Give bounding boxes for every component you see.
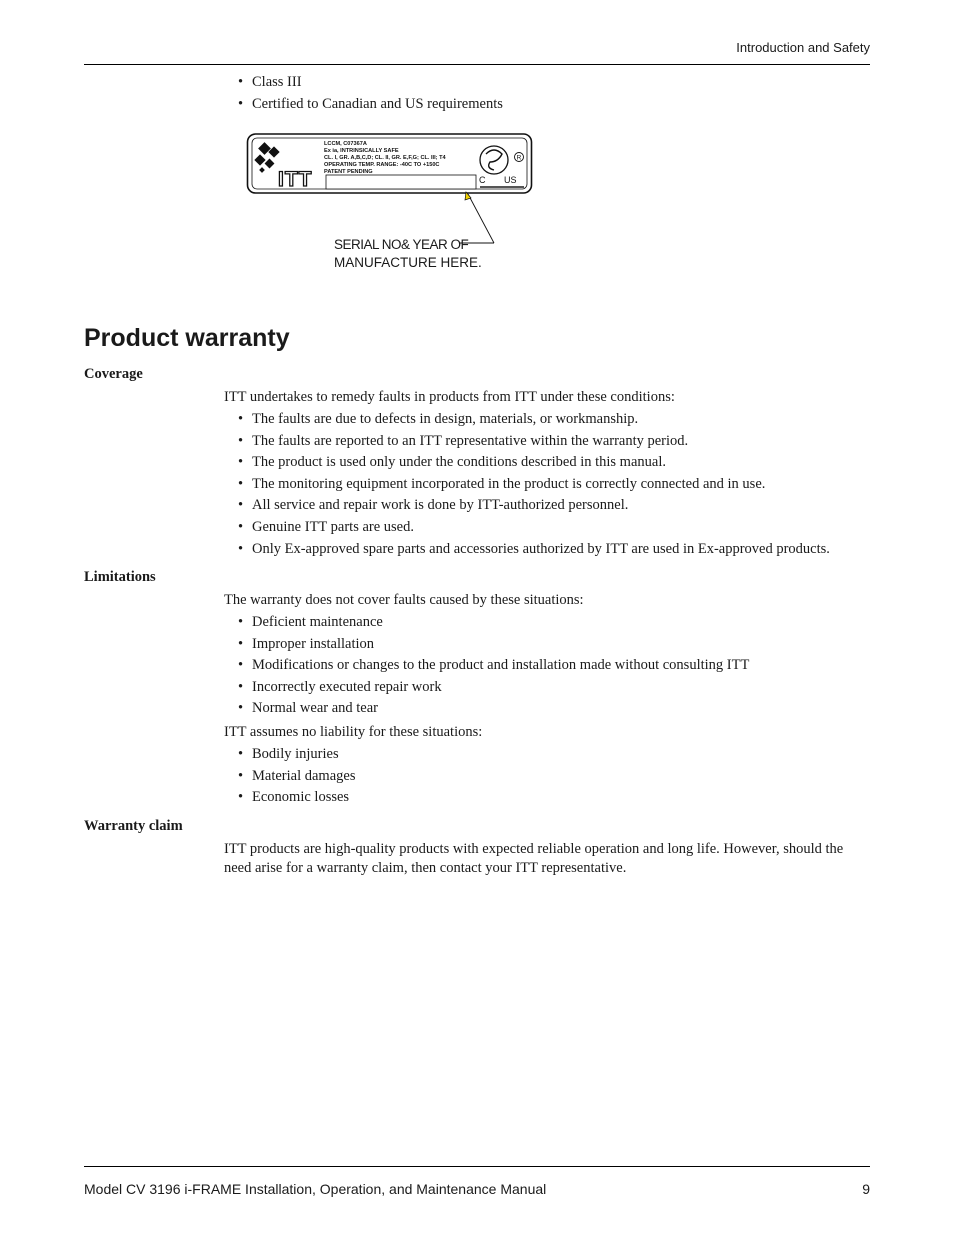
list-item: • The faults are due to defects in design, materials, or workmanship. <box>238 409 830 431</box>
svg-text:R: R <box>516 154 522 162</box>
limitations-intro: The warranty does not cover faults caused by these situations: <box>224 592 584 608</box>
list-item: • Economic losses <box>238 787 355 809</box>
list-item: • Deficient maintenance <box>238 612 749 634</box>
footer-page-number: 9 <box>862 1181 870 1197</box>
liability-intro: ITT assumes no liability for these situations: <box>224 724 483 740</box>
list-item: • Certified to Canadian and US requirements <box>238 94 503 116</box>
list-item: • Genuine ITT parts are used. <box>238 517 830 539</box>
intro-bullet-list <box>238 72 503 115</box>
footer-manual-title: Model CV 3196 i-FRAME Installation, Operation, and Maintenance Manual <box>84 1181 547 1197</box>
list-item: • Only Ex-approved spare parts and accessories authorized by ITT are used in Ex-approved products. <box>238 539 830 561</box>
limitations-list <box>238 612 749 720</box>
claim-line-1: ITT products are high-quality products with expected reliable operation and long life. However, should the <box>224 841 844 857</box>
limitations-heading: Limitations <box>84 569 156 585</box>
label-line-3: CL. I, GR. A,B,C,D; CL. II, GR. E,F,G; CL. III; T4 <box>324 155 446 161</box>
list-item: • Incorrectly executed repair work <box>238 677 749 699</box>
page-header <box>84 38 870 65</box>
list-item: • Modifications or changes to the product and installation made without consulting ITT <box>238 655 749 677</box>
list-item: • Class III <box>238 72 503 94</box>
label-line-4: OPERATING TEMP. RANGE: -40C TO +150C <box>324 162 440 168</box>
list-item: • Bodily injuries <box>238 744 355 766</box>
cert-c-text: C <box>479 175 486 185</box>
coverage-intro: ITT undertakes to remedy faults in products from ITT under these conditions: <box>224 389 675 405</box>
cert-us-text: US <box>504 175 517 185</box>
list-item: • Improper installation <box>238 634 749 656</box>
list-item: • The monitoring equipment incorporated in the product is correctly connected and in use. <box>238 474 830 496</box>
label-line-5: PATENT PENDING <box>324 169 373 175</box>
page-footer <box>84 1166 870 1197</box>
page-title: Product warranty <box>84 324 290 352</box>
list-item: • Normal wear and tear <box>238 698 749 720</box>
warranty-claim-text <box>224 840 870 878</box>
callout-line-2: MANUFACTURE HERE. <box>334 255 482 270</box>
coverage-heading: Coverage <box>84 366 143 382</box>
label-line-2: Ex ia, INTRINSICALLY SAFE <box>324 148 399 154</box>
serial-number-field <box>326 175 476 189</box>
callout-line-1: SERIAL NO& YEAR OF <box>334 237 469 252</box>
label-brand: ITT <box>278 168 313 191</box>
label-line-1: LCCM, C07367A <box>324 141 367 147</box>
coverage-list <box>238 409 830 560</box>
list-item: • The product is used only under the conditions described in this manual. <box>238 452 830 474</box>
liability-list <box>238 744 355 809</box>
warranty-claim-heading: Warranty claim <box>84 818 183 834</box>
list-item: • The faults are reported to an ITT representative within the warranty period. <box>238 431 830 453</box>
list-item: • All service and repair work is done by ITT-authorized personnel. <box>238 495 830 517</box>
header-section-title: Introduction and Safety <box>736 40 870 55</box>
list-item: • Material damages <box>238 766 355 788</box>
claim-line-2: need arise for a warranty claim, then contact your ITT representative. <box>224 860 627 876</box>
serial-callout-text <box>334 236 482 272</box>
